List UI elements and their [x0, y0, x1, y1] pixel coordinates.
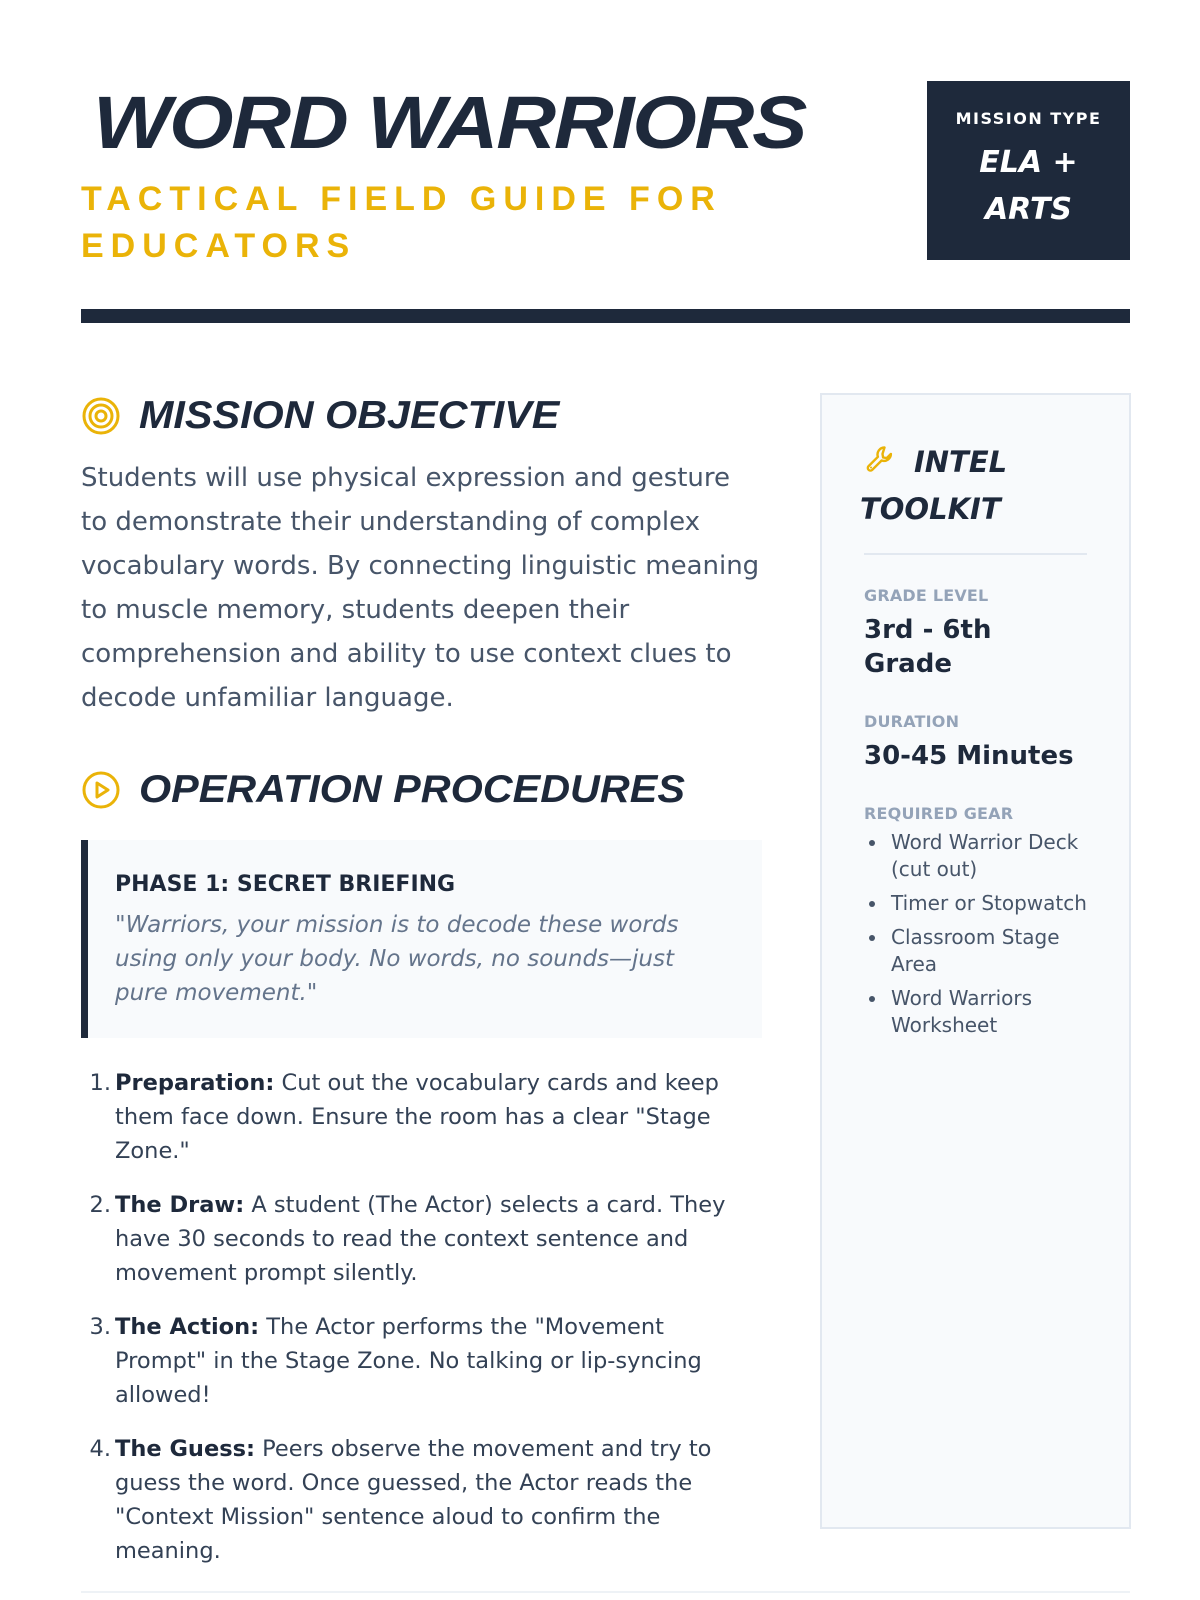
procedure-step — [89, 1188, 761, 1290]
briefing-quote: "Warriors, your mission is to decode these words using only your body. No words, no sounds—just pure movement." — [115, 912, 679, 1006]
briefing-callout — [81, 840, 762, 1038]
procedure-step — [89, 1432, 761, 1568]
wrench-icon — [864, 443, 896, 475]
grade-level-label: GRADE LEVEL — [864, 586, 989, 605]
step-text: Cut out the vocabulary cards and keep them face down. Ensure the room has a clear "Stage Zone." — [115, 1070, 719, 1164]
page-title: WORD WARRIORS — [93, 81, 806, 164]
duration-value: 30-45 Minutes — [864, 741, 1074, 771]
objective-text: Students will use physical expression and gesture to demonstrate their understanding of complex vocabulary words. By connecting linguistic meaning to muscle memory, students deepen their comprehension and ability to use context clues to decode unfamiliar language. — [81, 463, 760, 713]
sidebar-heading-line2: TOOLKIT — [860, 492, 1001, 526]
main-column — [81, 390, 761, 1588]
mission-type-badge — [927, 81, 1130, 260]
step-text: A student (The Actor) selects a card. They have 30 seconds to read the context sentence and movement prompt silently. — [115, 1192, 726, 1286]
play-circle-icon — [81, 770, 121, 810]
briefing-phase: PHASE 1: SECRET BRIEFING — [115, 872, 456, 897]
step-title: Preparation: — [115, 1070, 275, 1096]
step-number: 2. — [89, 1192, 111, 1218]
required-gear-label: REQUIRED GEAR — [864, 804, 1014, 823]
procedure-step — [89, 1310, 761, 1412]
sidebar-heading-line1: INTEL — [914, 445, 1008, 479]
duration-label: DURATION — [864, 712, 960, 731]
objective-heading-text: MISSION OBJECTIVE — [139, 394, 560, 437]
header-divider — [81, 309, 1130, 323]
sidebar-heading-text — [860, 439, 1008, 533]
procedure-steps — [81, 1066, 761, 1568]
gear-item: Word Warriors Worksheet — [891, 985, 1087, 1039]
step-title: The Guess: — [115, 1436, 255, 1462]
footer-divider — [81, 1591, 1130, 1593]
step-number: 1. — [89, 1070, 111, 1096]
grade-level-value: 3rd - 6th Grade — [864, 615, 992, 679]
step-number: 4. — [89, 1436, 111, 1462]
intel-toolkit-sidebar — [820, 393, 1131, 1529]
mission-type-value: ELA + ARTS — [979, 145, 1078, 227]
gear-item: Word Warrior Deck (cut out) — [891, 829, 1087, 883]
gear-item: Timer or Stopwatch — [891, 891, 1087, 915]
procedures-heading — [81, 764, 761, 816]
step-text: Peers observe the movement and try to guess the word. Once guessed, the Actor reads the "Context Mission" sentence aloud to confirm the meaning. — [115, 1436, 712, 1564]
gear-item: Classroom Stage Area — [891, 924, 1087, 978]
step-text: The Actor performs the "Movement Prompt" in the Stage Zone. No talking or lip-syncing allowed! — [115, 1314, 702, 1408]
procedure-step — [89, 1066, 761, 1168]
sidebar-heading — [860, 439, 1087, 555]
procedures-heading-text: OPERATION PROCEDURES — [139, 768, 685, 811]
mission-type-label: MISSION TYPE — [955, 109, 1102, 128]
step-number: 3. — [89, 1314, 111, 1340]
step-title: The Draw: — [115, 1192, 245, 1218]
page-header — [81, 80, 1130, 265]
required-gear-list — [864, 829, 1087, 1039]
objective-heading — [81, 390, 761, 442]
target-icon — [81, 396, 121, 436]
step-title: The Action: — [115, 1314, 260, 1340]
page-subtitle: TACTICAL FIELD GUIDE FOR EDUCATORS — [81, 180, 722, 265]
